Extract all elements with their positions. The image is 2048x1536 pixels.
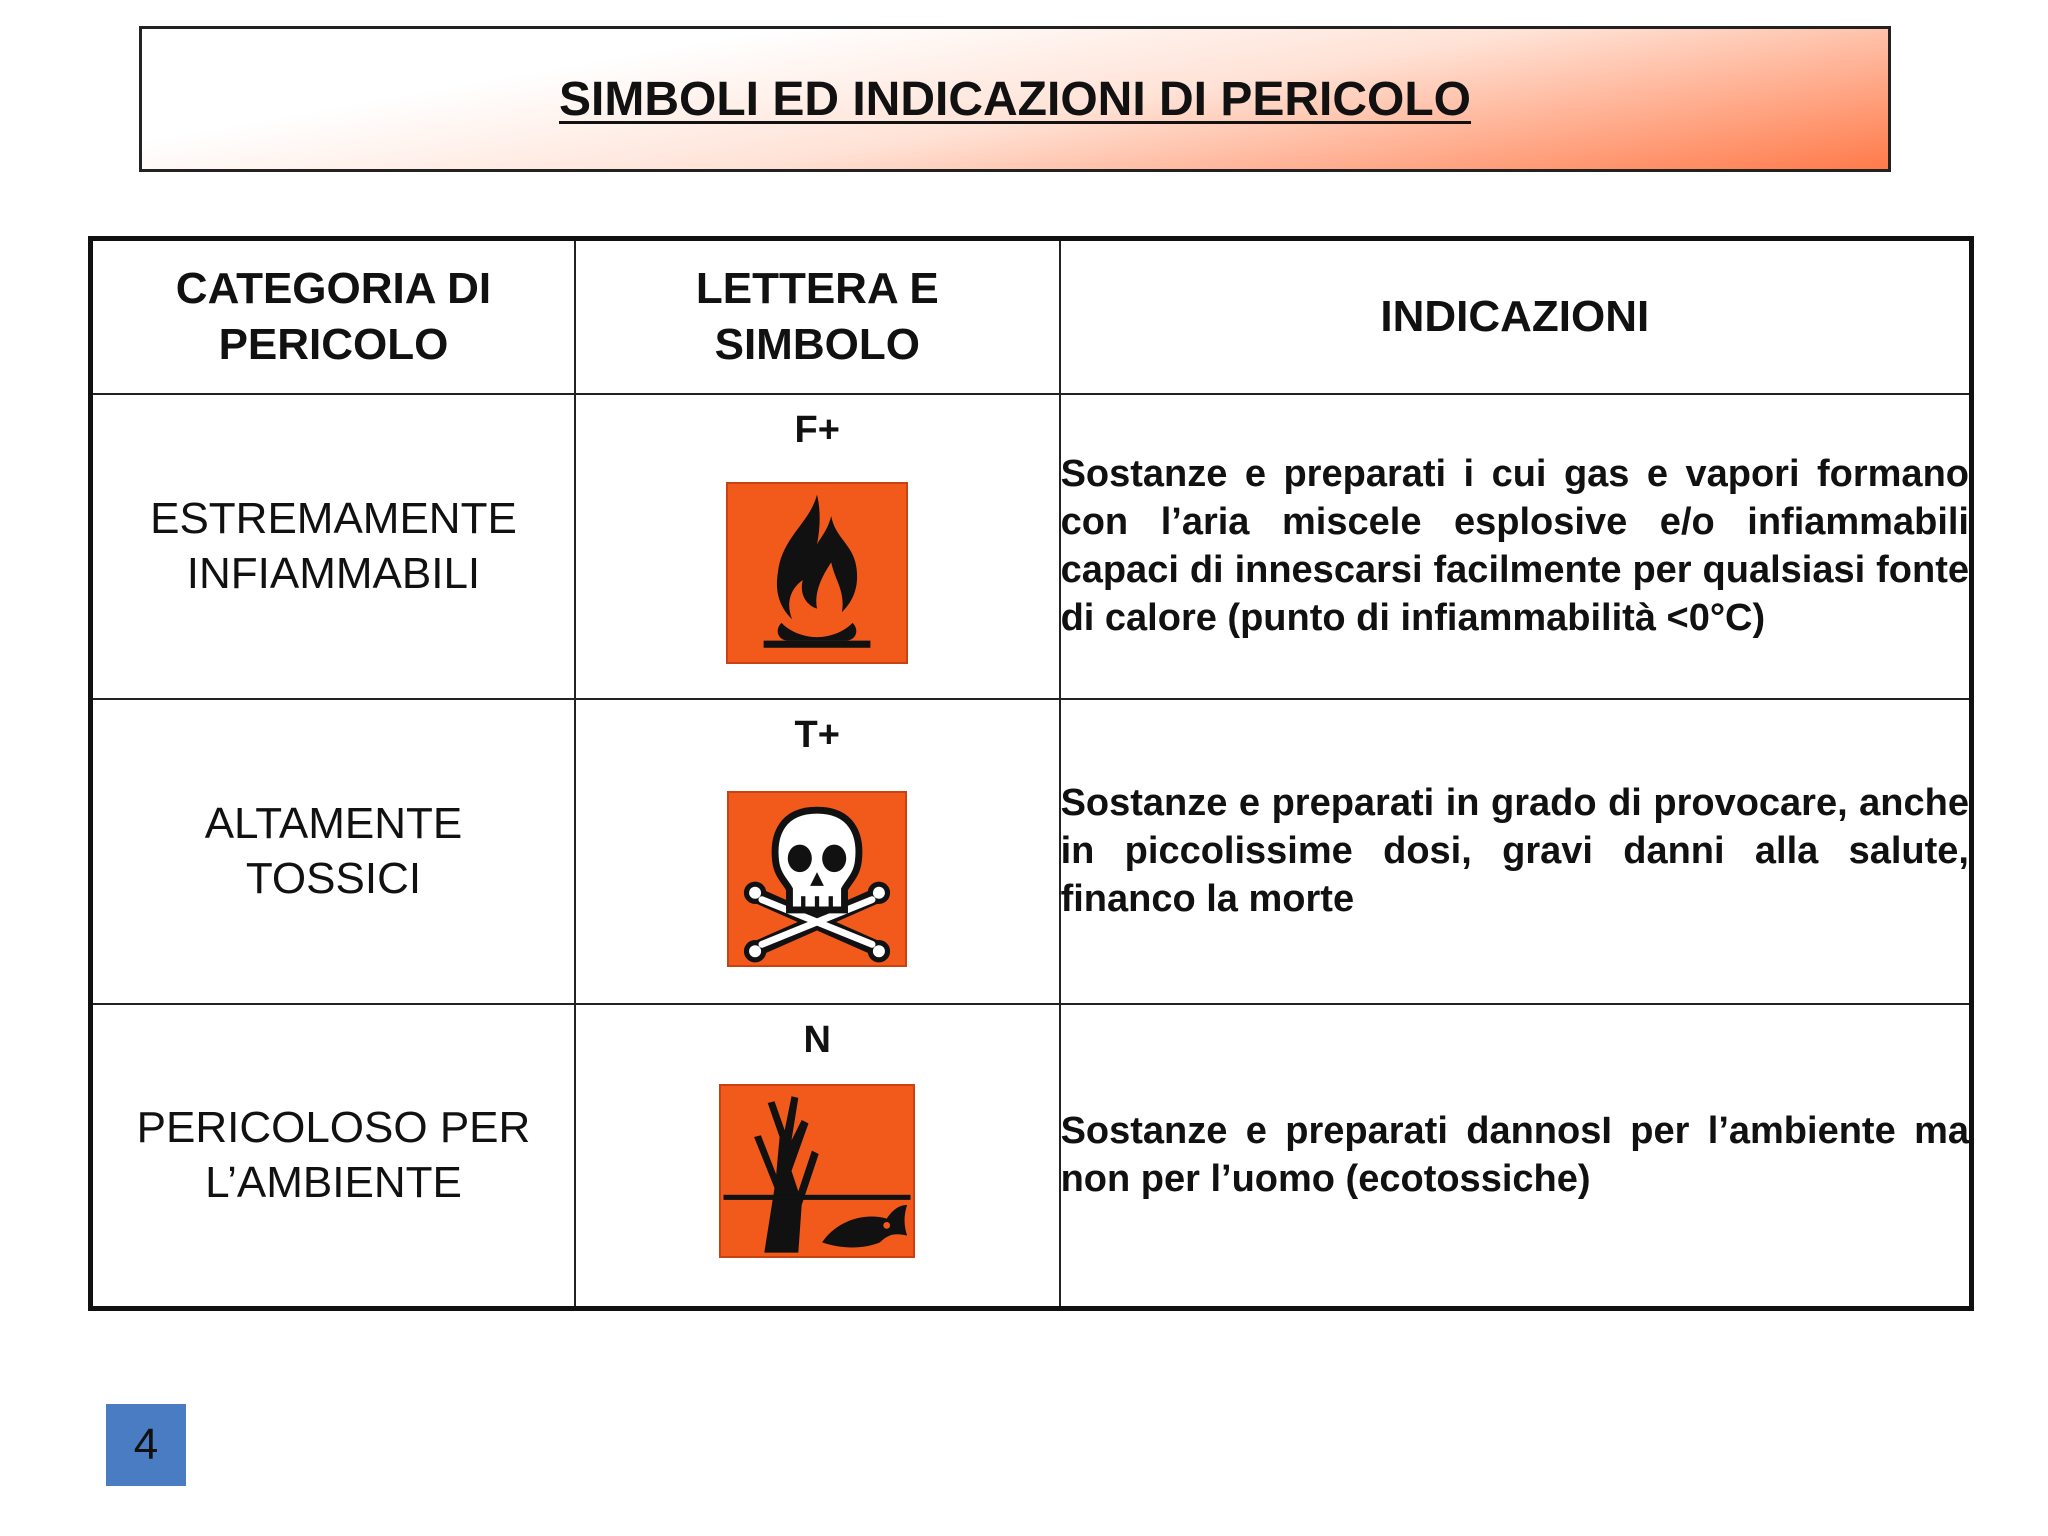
category-cell: PERICOLOSO PER L’AMBIENTE: [91, 1004, 575, 1309]
indication-cell: Sostanze e preparati i cui gas e vapori formano con l’aria miscele esplosive e/o infiammabili capaci di innescarsi facilmente per qualsiasi fonte di calore (punto di infiammabilità <0°C): [1060, 394, 1972, 699]
skull-crossbones-icon: [727, 791, 907, 967]
table-row: [91, 699, 1972, 1004]
indication-cell: Sostanze e preparati in grado di provocare, anche in piccolissime dosi, gravi danni alla salute, financo la morte: [1060, 699, 1972, 1004]
category-cell: ESTREMAMENTE INFIAMMABILI: [91, 394, 575, 699]
hazard-letter: F+: [794, 408, 840, 451]
symbol-cell: [575, 699, 1060, 1004]
header-category: CATEGORIA DI PERICOLO: [91, 239, 575, 394]
header-indications: INDICAZIONI: [1060, 239, 1972, 394]
page-number-badge: 4: [106, 1404, 186, 1486]
hazard-letter: T+: [794, 713, 840, 756]
title-banner: [139, 26, 1891, 172]
table-header-row: [91, 239, 1972, 394]
symbol-cell: [575, 1004, 1060, 1309]
hazard-table: [88, 236, 1974, 1311]
symbol-cell: [575, 394, 1060, 699]
page-title: SIMBOLI ED INDICAZIONI DI PERICOLO: [558, 72, 1472, 126]
category-cell: ALTAMENTE TOSSICI: [91, 699, 575, 1004]
flame-icon: [726, 482, 908, 664]
indication-cell: Sostanze e preparati dannosI per l’ambiente ma non per l’uomo (ecotossiche): [1060, 1004, 1972, 1309]
hazard-letter: N: [803, 1018, 831, 1061]
table-row: [91, 1004, 1972, 1309]
dead-tree-fish-icon: [719, 1084, 915, 1258]
table-row: [91, 394, 1972, 699]
header-symbol: LETTERA E SIMBOLO: [575, 239, 1060, 394]
